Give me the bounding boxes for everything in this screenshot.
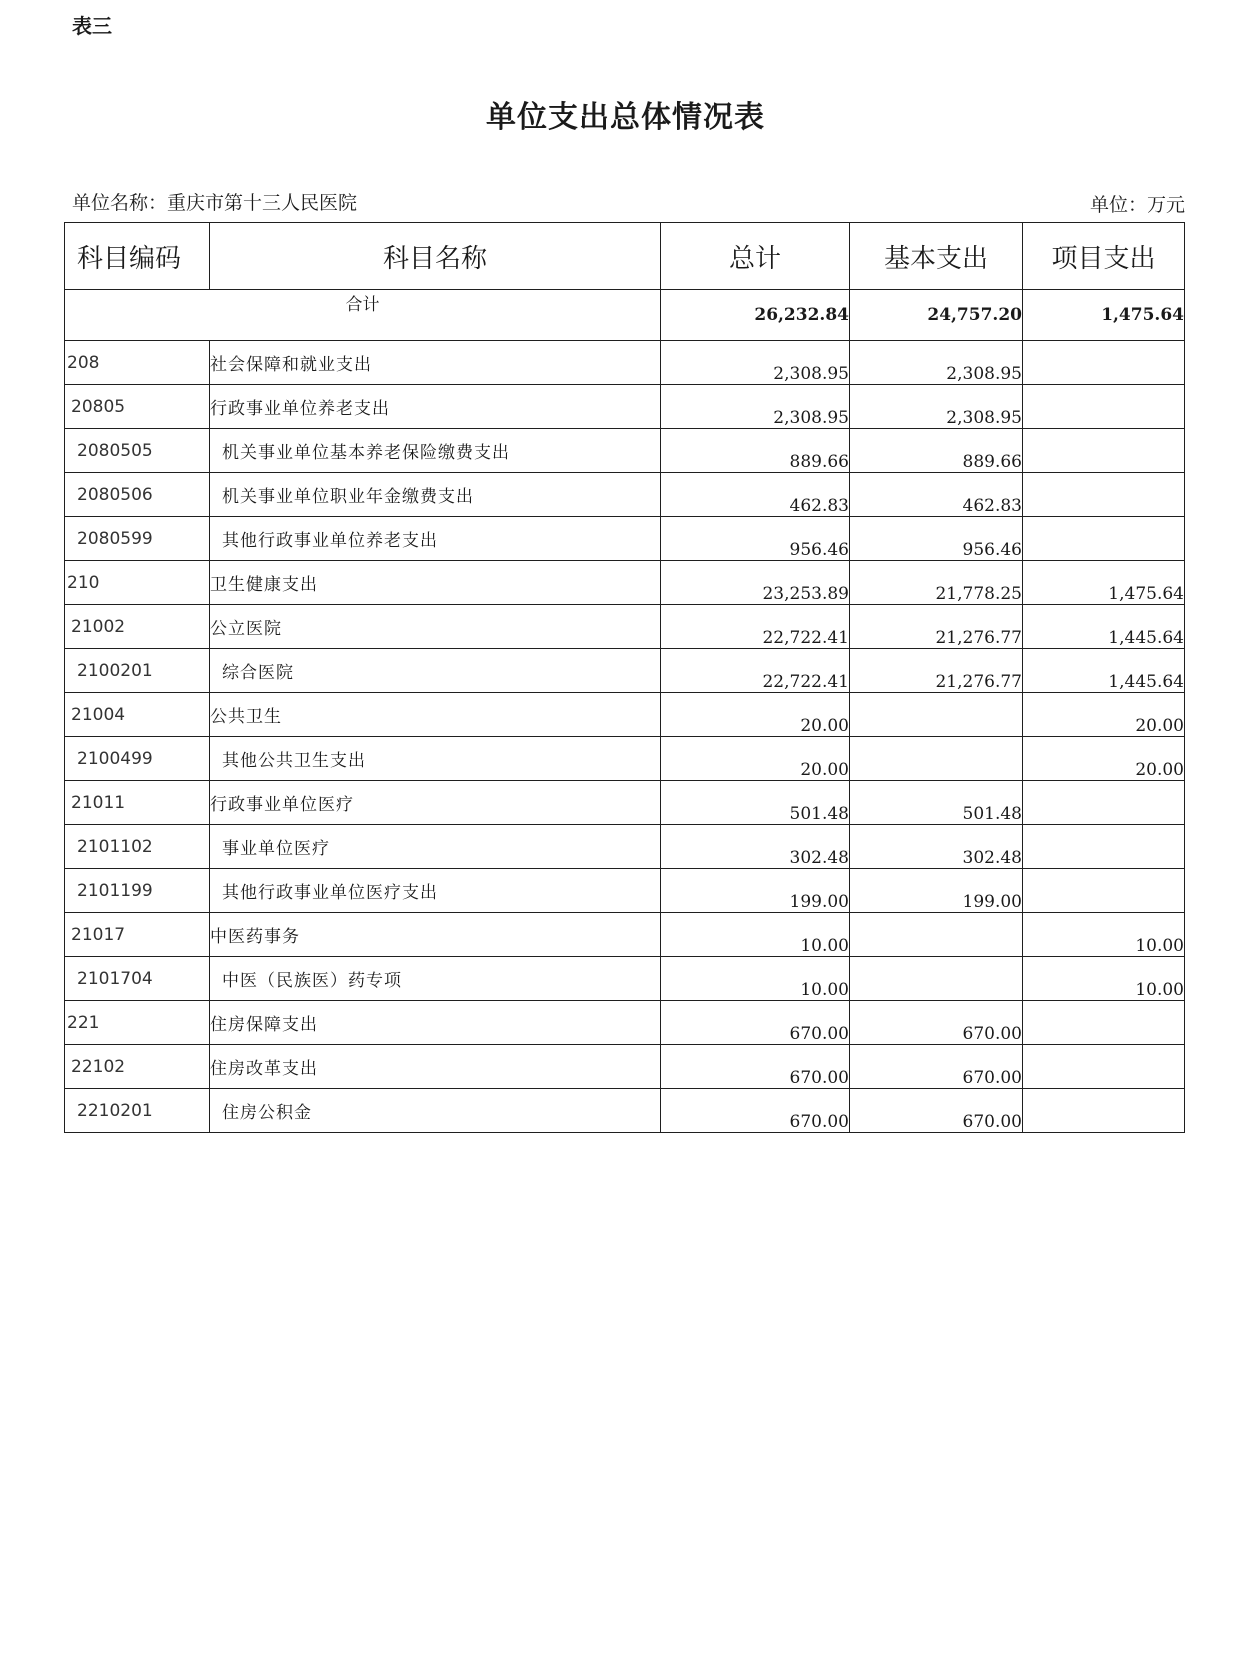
table-row (65, 1045, 1185, 1089)
table-row (65, 869, 1185, 913)
row-name-cell: 中医药事务 (210, 913, 661, 957)
row-code-cell: 2100201 (65, 649, 210, 693)
row-code-cell: 21002 (65, 605, 210, 649)
table-row (65, 429, 1185, 473)
row-basic-cell: 889.66 (850, 429, 1023, 473)
row-name-cell: 行政事业单位医疗 (210, 781, 661, 825)
total-row (65, 290, 1185, 341)
row-total-cell: 10.00 (661, 913, 850, 957)
row-basic-cell: 501.48 (850, 781, 1023, 825)
table-row (65, 561, 1185, 605)
row-code-cell: 210 (65, 561, 210, 605)
row-code-cell: 22102 (65, 1045, 210, 1089)
table-row (65, 957, 1185, 1001)
currency-unit-label: 单位：万元 (1089, 194, 1185, 216)
column-header-code: 科目编码 (65, 223, 210, 290)
row-project-cell (1023, 1089, 1185, 1133)
table-number-label: 表三 (72, 14, 112, 38)
row-total-cell: 20.00 (661, 737, 850, 781)
row-project-cell (1023, 825, 1185, 869)
row-total-cell: 2,308.95 (661, 385, 850, 429)
row-basic-cell: 21,778.25 (850, 561, 1023, 605)
unit-name-label: 单位名称：重庆市第十三人民医院 (72, 192, 358, 214)
table-row (65, 649, 1185, 693)
row-basic-cell: 2,308.95 (850, 341, 1023, 385)
table-row (65, 473, 1185, 517)
table-row (65, 737, 1185, 781)
row-basic-cell (850, 737, 1023, 781)
column-header-project: 项目支出 (1023, 223, 1185, 290)
row-total-cell: 22,722.41 (661, 649, 850, 693)
total-label-cell: 合计 (65, 290, 661, 341)
row-project-cell: 10.00 (1023, 913, 1185, 957)
row-basic-cell: 670.00 (850, 1001, 1023, 1045)
row-code-cell: 2101199 (65, 869, 210, 913)
row-project-cell (1023, 429, 1185, 473)
row-name-cell: 公立医院 (210, 605, 661, 649)
row-basic-cell: 462.83 (850, 473, 1023, 517)
row-total-cell: 2,308.95 (661, 341, 850, 385)
table-row (65, 1001, 1185, 1045)
row-code-cell: 21017 (65, 913, 210, 957)
row-project-cell (1023, 781, 1185, 825)
row-name-cell: 卫生健康支出 (210, 561, 661, 605)
row-project-cell (1023, 473, 1185, 517)
expenditure-table (64, 222, 1185, 1133)
row-basic-cell: 21,276.77 (850, 649, 1023, 693)
total-cell-basic: 24,757.20 (850, 290, 1023, 341)
row-total-cell: 10.00 (661, 957, 850, 1001)
table-row (65, 341, 1185, 385)
row-name-cell: 其他行政事业单位医疗支出 (210, 869, 661, 913)
table-row (65, 913, 1185, 957)
row-code-cell: 2080506 (65, 473, 210, 517)
row-name-cell: 事业单位医疗 (210, 825, 661, 869)
row-total-cell: 199.00 (661, 869, 850, 913)
row-project-cell (1023, 1001, 1185, 1045)
row-name-cell: 行政事业单位养老支出 (210, 385, 661, 429)
document-title: 单位支出总体情况表 (486, 100, 765, 135)
row-basic-cell: 956.46 (850, 517, 1023, 561)
row-code-cell: 2101704 (65, 957, 210, 1001)
row-total-cell: 302.48 (661, 825, 850, 869)
row-total-cell: 670.00 (661, 1001, 850, 1045)
row-code-cell: 21011 (65, 781, 210, 825)
row-name-cell: 机关事业单位基本养老保险缴费支出 (210, 429, 661, 473)
row-code-cell: 20805 (65, 385, 210, 429)
row-project-cell: 1,445.64 (1023, 649, 1185, 693)
row-total-cell: 889.66 (661, 429, 850, 473)
row-total-cell: 462.83 (661, 473, 850, 517)
row-code-cell: 21004 (65, 693, 210, 737)
row-total-cell: 20.00 (661, 693, 850, 737)
row-total-cell: 501.48 (661, 781, 850, 825)
column-header-name: 科目名称 (210, 223, 661, 290)
table-row (65, 385, 1185, 429)
row-total-cell: 670.00 (661, 1045, 850, 1089)
column-header-total: 总计 (661, 223, 850, 290)
row-basic-cell (850, 913, 1023, 957)
row-name-cell: 综合医院 (210, 649, 661, 693)
row-code-cell: 2080599 (65, 517, 210, 561)
table-row (65, 825, 1185, 869)
row-name-cell: 其他公共卫生支出 (210, 737, 661, 781)
row-project-cell: 10.00 (1023, 957, 1185, 1001)
row-project-cell: 1,445.64 (1023, 605, 1185, 649)
row-project-cell: 20.00 (1023, 693, 1185, 737)
row-code-cell: 2101102 (65, 825, 210, 869)
table-row (65, 1089, 1185, 1133)
row-total-cell: 22,722.41 (661, 605, 850, 649)
row-basic-cell: 670.00 (850, 1045, 1023, 1089)
row-basic-cell (850, 693, 1023, 737)
row-total-cell: 670.00 (661, 1089, 850, 1133)
row-basic-cell: 199.00 (850, 869, 1023, 913)
row-name-cell: 住房改革支出 (210, 1045, 661, 1089)
table-row (65, 605, 1185, 649)
total-cell-total: 26,232.84 (661, 290, 850, 341)
table-header-row (65, 223, 1185, 290)
row-basic-cell: 302.48 (850, 825, 1023, 869)
row-name-cell: 公共卫生 (210, 693, 661, 737)
row-total-cell: 23,253.89 (661, 561, 850, 605)
column-header-basic: 基本支出 (850, 223, 1023, 290)
row-project-cell (1023, 1045, 1185, 1089)
row-project-cell (1023, 869, 1185, 913)
row-project-cell (1023, 341, 1185, 385)
row-project-cell (1023, 517, 1185, 561)
row-code-cell: 2210201 (65, 1089, 210, 1133)
row-total-cell: 956.46 (661, 517, 850, 561)
row-name-cell: 住房公积金 (210, 1089, 661, 1133)
row-name-cell: 机关事业单位职业年金缴费支出 (210, 473, 661, 517)
row-name-cell: 中医（民族医）药专项 (210, 957, 661, 1001)
row-code-cell: 221 (65, 1001, 210, 1045)
table-row (65, 781, 1185, 825)
row-basic-cell (850, 957, 1023, 1001)
row-project-cell: 1,475.64 (1023, 561, 1185, 605)
row-name-cell: 社会保障和就业支出 (210, 341, 661, 385)
row-basic-cell: 21,276.77 (850, 605, 1023, 649)
row-name-cell: 住房保障支出 (210, 1001, 661, 1045)
row-basic-cell: 2,308.95 (850, 385, 1023, 429)
row-project-cell: 20.00 (1023, 737, 1185, 781)
row-project-cell (1023, 385, 1185, 429)
row-code-cell: 208 (65, 341, 210, 385)
row-basic-cell: 670.00 (850, 1089, 1023, 1133)
table-row (65, 693, 1185, 737)
row-code-cell: 2100499 (65, 737, 210, 781)
row-code-cell: 2080505 (65, 429, 210, 473)
table-row (65, 517, 1185, 561)
total-cell-project: 1,475.64 (1023, 290, 1185, 341)
row-name-cell: 其他行政事业单位养老支出 (210, 517, 661, 561)
